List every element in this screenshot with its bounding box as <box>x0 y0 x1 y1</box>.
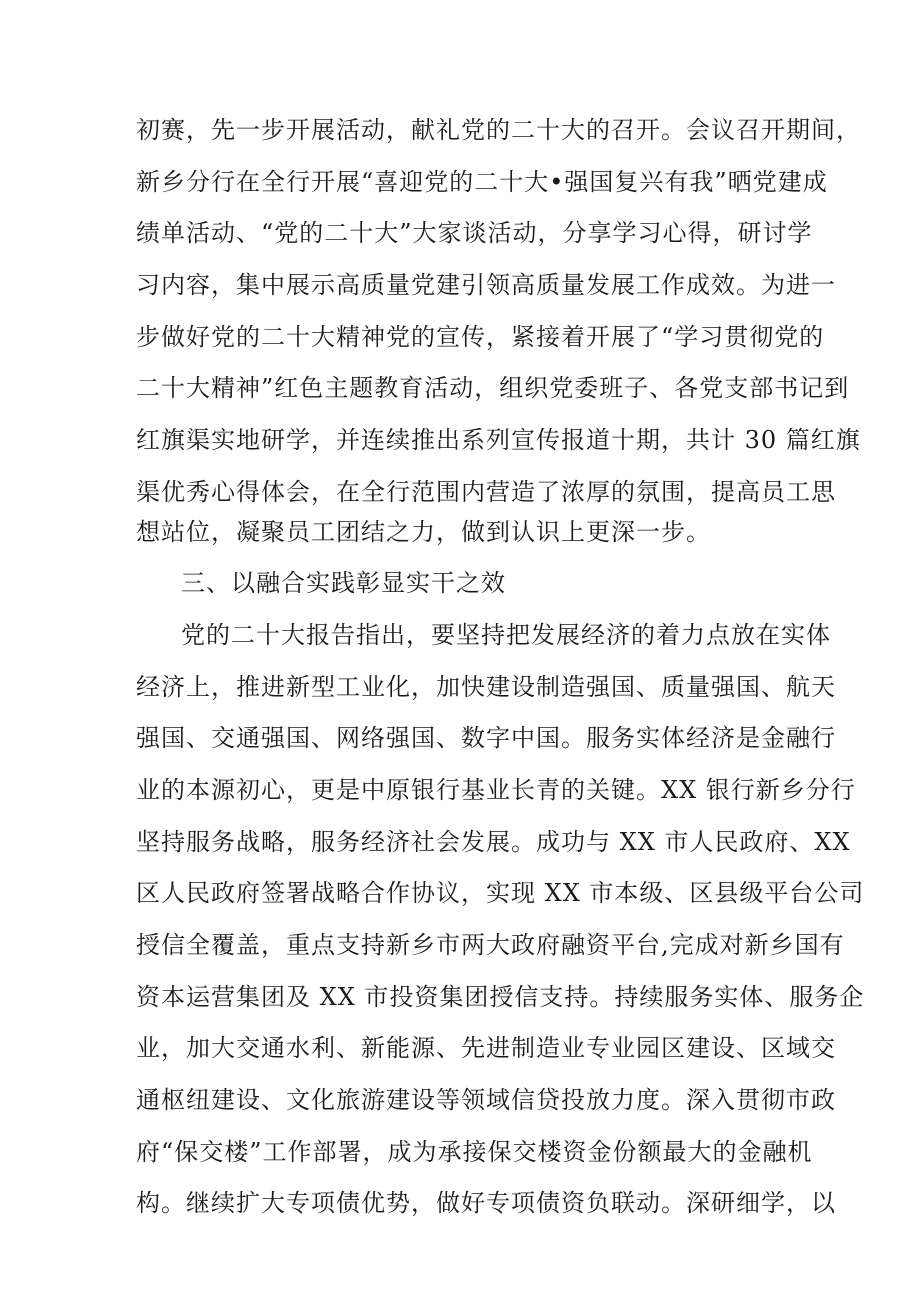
paragraph-first-line: 党的二十大报告指出，要坚持把发展经济的着力点放在实体 <box>181 621 831 649</box>
text-line: 新乡分行在全行开展“喜迎党的二十大•强国复兴有我”晒党建成 <box>136 168 828 196</box>
text-line: 初赛，先一步开展活动，献礼党的二十大的召开。会议召开期间， <box>136 116 861 144</box>
text-line: 二十大精神”红色主题教育活动，组织党委班子、各党支部书记到 <box>136 374 850 402</box>
section-heading: 三、以融合实践彰显实干之效 <box>181 569 506 597</box>
text-line: 想站位，凝聚员工团结之力，做到认识上更深一步。 <box>136 518 711 546</box>
text-line: 强国、交通强国、网络强国、数字中国。服务实体经济是金融行 <box>136 724 836 752</box>
text-line: 绩单活动、“党的二十大”大家谈活动，分享学习心得，研讨学 <box>136 219 813 247</box>
text-line: 习内容，集中展示高质量党建引领高质量发展工作成效。为进一 <box>136 271 836 299</box>
text-line: 府“保交楼”工作部署，成为承接保交楼资金份额最大的金融机 <box>136 1138 813 1166</box>
text-line: 渠优秀心得体会，在全行范围内营造了浓厚的氛围，提高员工思 <box>136 478 836 506</box>
text-line: 步做好党的二十大精神党的宣传，紧接着开展了“学习贯彻党的 <box>136 323 825 351</box>
text-line: 业的本源初心，更是中原银行基业长青的关键。XX 银行新乡分行 <box>136 776 856 804</box>
text-line: 构。继续扩大专项债优势，做好专项债资负联动。深研细学，以 <box>136 1189 836 1217</box>
text-line: 授信全覆盖，重点支持新乡市两大政府融资平台,完成对新乡国有 <box>136 931 845 959</box>
text-line: 区人民政府签署战略合作协议，实现 XX 市本级、区县级平台公司 <box>136 879 865 907</box>
text-line: 资本运营集团及 XX 市投资集团授信支持。持续服务实体、服务企 <box>136 983 865 1011</box>
text-line: 红旗渠实地研学，并连续推出系列宣传报道十期，共计 30 篇红旗 <box>136 426 861 454</box>
text-line: 业，加大交通水利、新能源、先进制造业专业园区建设、区域交 <box>136 1034 836 1062</box>
text-line: 通枢纽建设、文化旅游建设等领域信贷投放力度。深入贯彻市政 <box>136 1086 836 1114</box>
text-line: 坚持服务战略，服务经济社会发展。成功与 XX 市人民政府、XX <box>136 828 851 856</box>
text-line: 经济上，推进新型工业化，加快建设制造强国、质量强国、航天 <box>136 673 836 701</box>
